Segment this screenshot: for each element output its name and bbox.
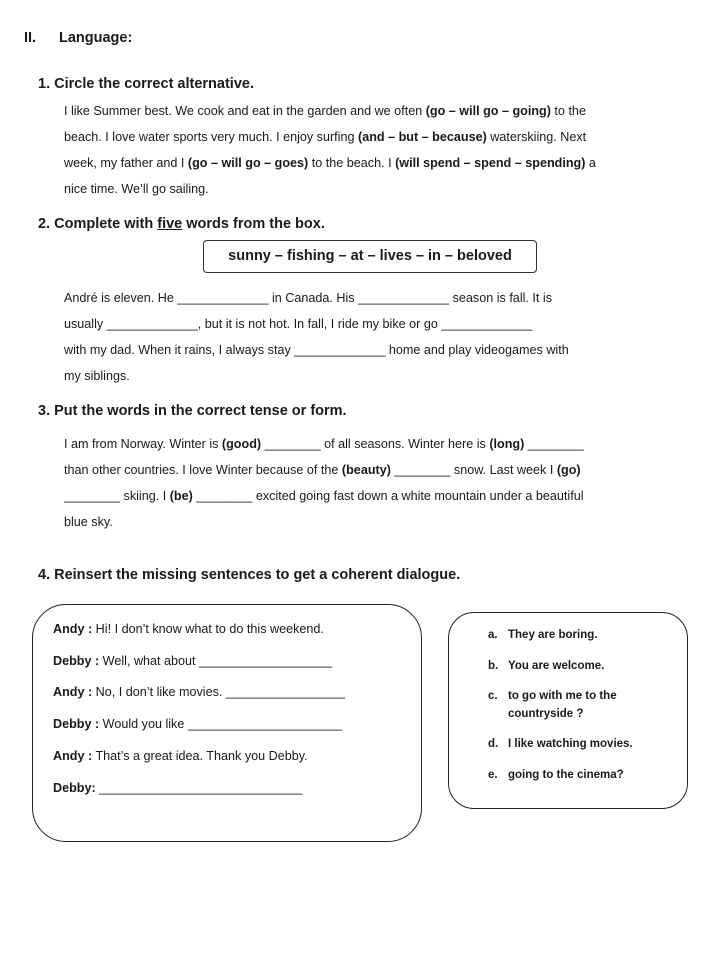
text-segment: ________ skiing. I — [64, 489, 170, 503]
dialogue-line: Andy : No, I don’t like movies. _________________ — [53, 685, 345, 699]
text-segment: to the — [550, 104, 586, 118]
section-title: Language: — [59, 30, 133, 46]
answer-choice: (and – but – because) — [358, 130, 487, 144]
ex2-line — [64, 369, 130, 383]
answer-choice: (go – will go – going) — [425, 104, 551, 118]
text-segment: a — [585, 156, 596, 170]
ex2-heading: 2. Complete with five words from the box. — [38, 216, 325, 232]
text-segment: blue sky. — [64, 515, 113, 529]
ex1-heading: 1. Circle the correct alternative. — [38, 76, 254, 92]
ex2-line — [64, 343, 569, 357]
ex2-heading-underlined: five — [157, 216, 183, 232]
ex3-heading: 3. Put the words in the correct tense or form. — [38, 403, 347, 419]
word-box: sunny – fishing – at – lives – in – beloved — [203, 240, 537, 273]
text-segment: ________ excited going fast down a white mountain under a beautiful — [192, 489, 584, 503]
ex2-line — [64, 317, 532, 331]
option-c: c. to go with me to the — [488, 690, 617, 702]
answer-choice: (long) — [489, 437, 525, 451]
ex3-line — [64, 437, 584, 451]
text-segment: my siblings. — [64, 369, 130, 383]
text-segment: to the beach. I — [308, 156, 396, 170]
option-c-continued: countryside ? — [508, 708, 584, 720]
text-segment: ________ of all seasons. Winter here is — [261, 437, 490, 451]
section-number: II. — [24, 30, 37, 46]
ex4-heading: 4. Reinsert the missing sentences to get a coherent dialogue. — [38, 567, 461, 583]
text-segment: nice time. We’ll go sailing. — [64, 182, 209, 196]
dialogue-line: Debby : Would you like ______________________ — [53, 717, 342, 731]
dialogue-line: Debby: _____________________________ — [53, 781, 303, 795]
text-segment: with my dad. When it rains, I always stay _____________ home and play videogames with — [64, 343, 569, 357]
text-segment: week, my father and I — [64, 156, 188, 170]
text-segment: André is eleven. He _____________ in Canada. His _____________ season is fall. It is — [64, 291, 553, 305]
answer-choice: (will spend – spend – spending) — [395, 156, 586, 170]
text-segment: ________ snow. Last week I — [390, 463, 557, 477]
answer-choice: (good) — [221, 437, 262, 451]
ex3-line — [64, 489, 584, 503]
text-segment: usually _____________, but it is not hot. In fall, I ride my bike or go _____________ — [64, 317, 533, 331]
option-b: b. You are welcome. — [488, 660, 605, 672]
ex1-line — [64, 156, 596, 170]
ex3-line — [64, 463, 581, 477]
text-segment: beach. I love water sports very much. I enjoy surfing — [64, 130, 358, 144]
text-segment: I am from Norway. Winter is — [64, 437, 222, 451]
option-a: a. They are boring. — [488, 629, 598, 641]
answer-choice: (be) — [169, 489, 193, 503]
option-d: d. I like watching movies. — [488, 738, 633, 750]
ex1-line — [64, 182, 209, 196]
answer-choice: (go) — [556, 463, 581, 477]
ex3-line — [64, 515, 113, 529]
answer-choice: (beauty) — [341, 463, 391, 477]
text-segment: than other countries. I love Winter because of the — [64, 463, 342, 477]
text-segment: I like Summer best. We cook and eat in the garden and we often — [64, 104, 426, 118]
dialogue-line: Andy : That’s a great idea. Thank you Debby. — [53, 749, 308, 763]
text-segment: ________ — [524, 437, 584, 451]
ex2-line — [64, 291, 552, 305]
answer-choice: (go – will go – goes) — [187, 156, 309, 170]
option-e: e. going to the cinema? — [488, 769, 624, 781]
ex1-line — [64, 130, 586, 144]
ex1-line — [64, 104, 586, 118]
text-segment: waterskiing. Next — [486, 130, 587, 144]
dialogue-line: Andy : Hi! I don’t know what to do this weekend. — [53, 622, 324, 636]
dialogue-line: Debby : Well, what about ___________________ — [53, 654, 333, 668]
